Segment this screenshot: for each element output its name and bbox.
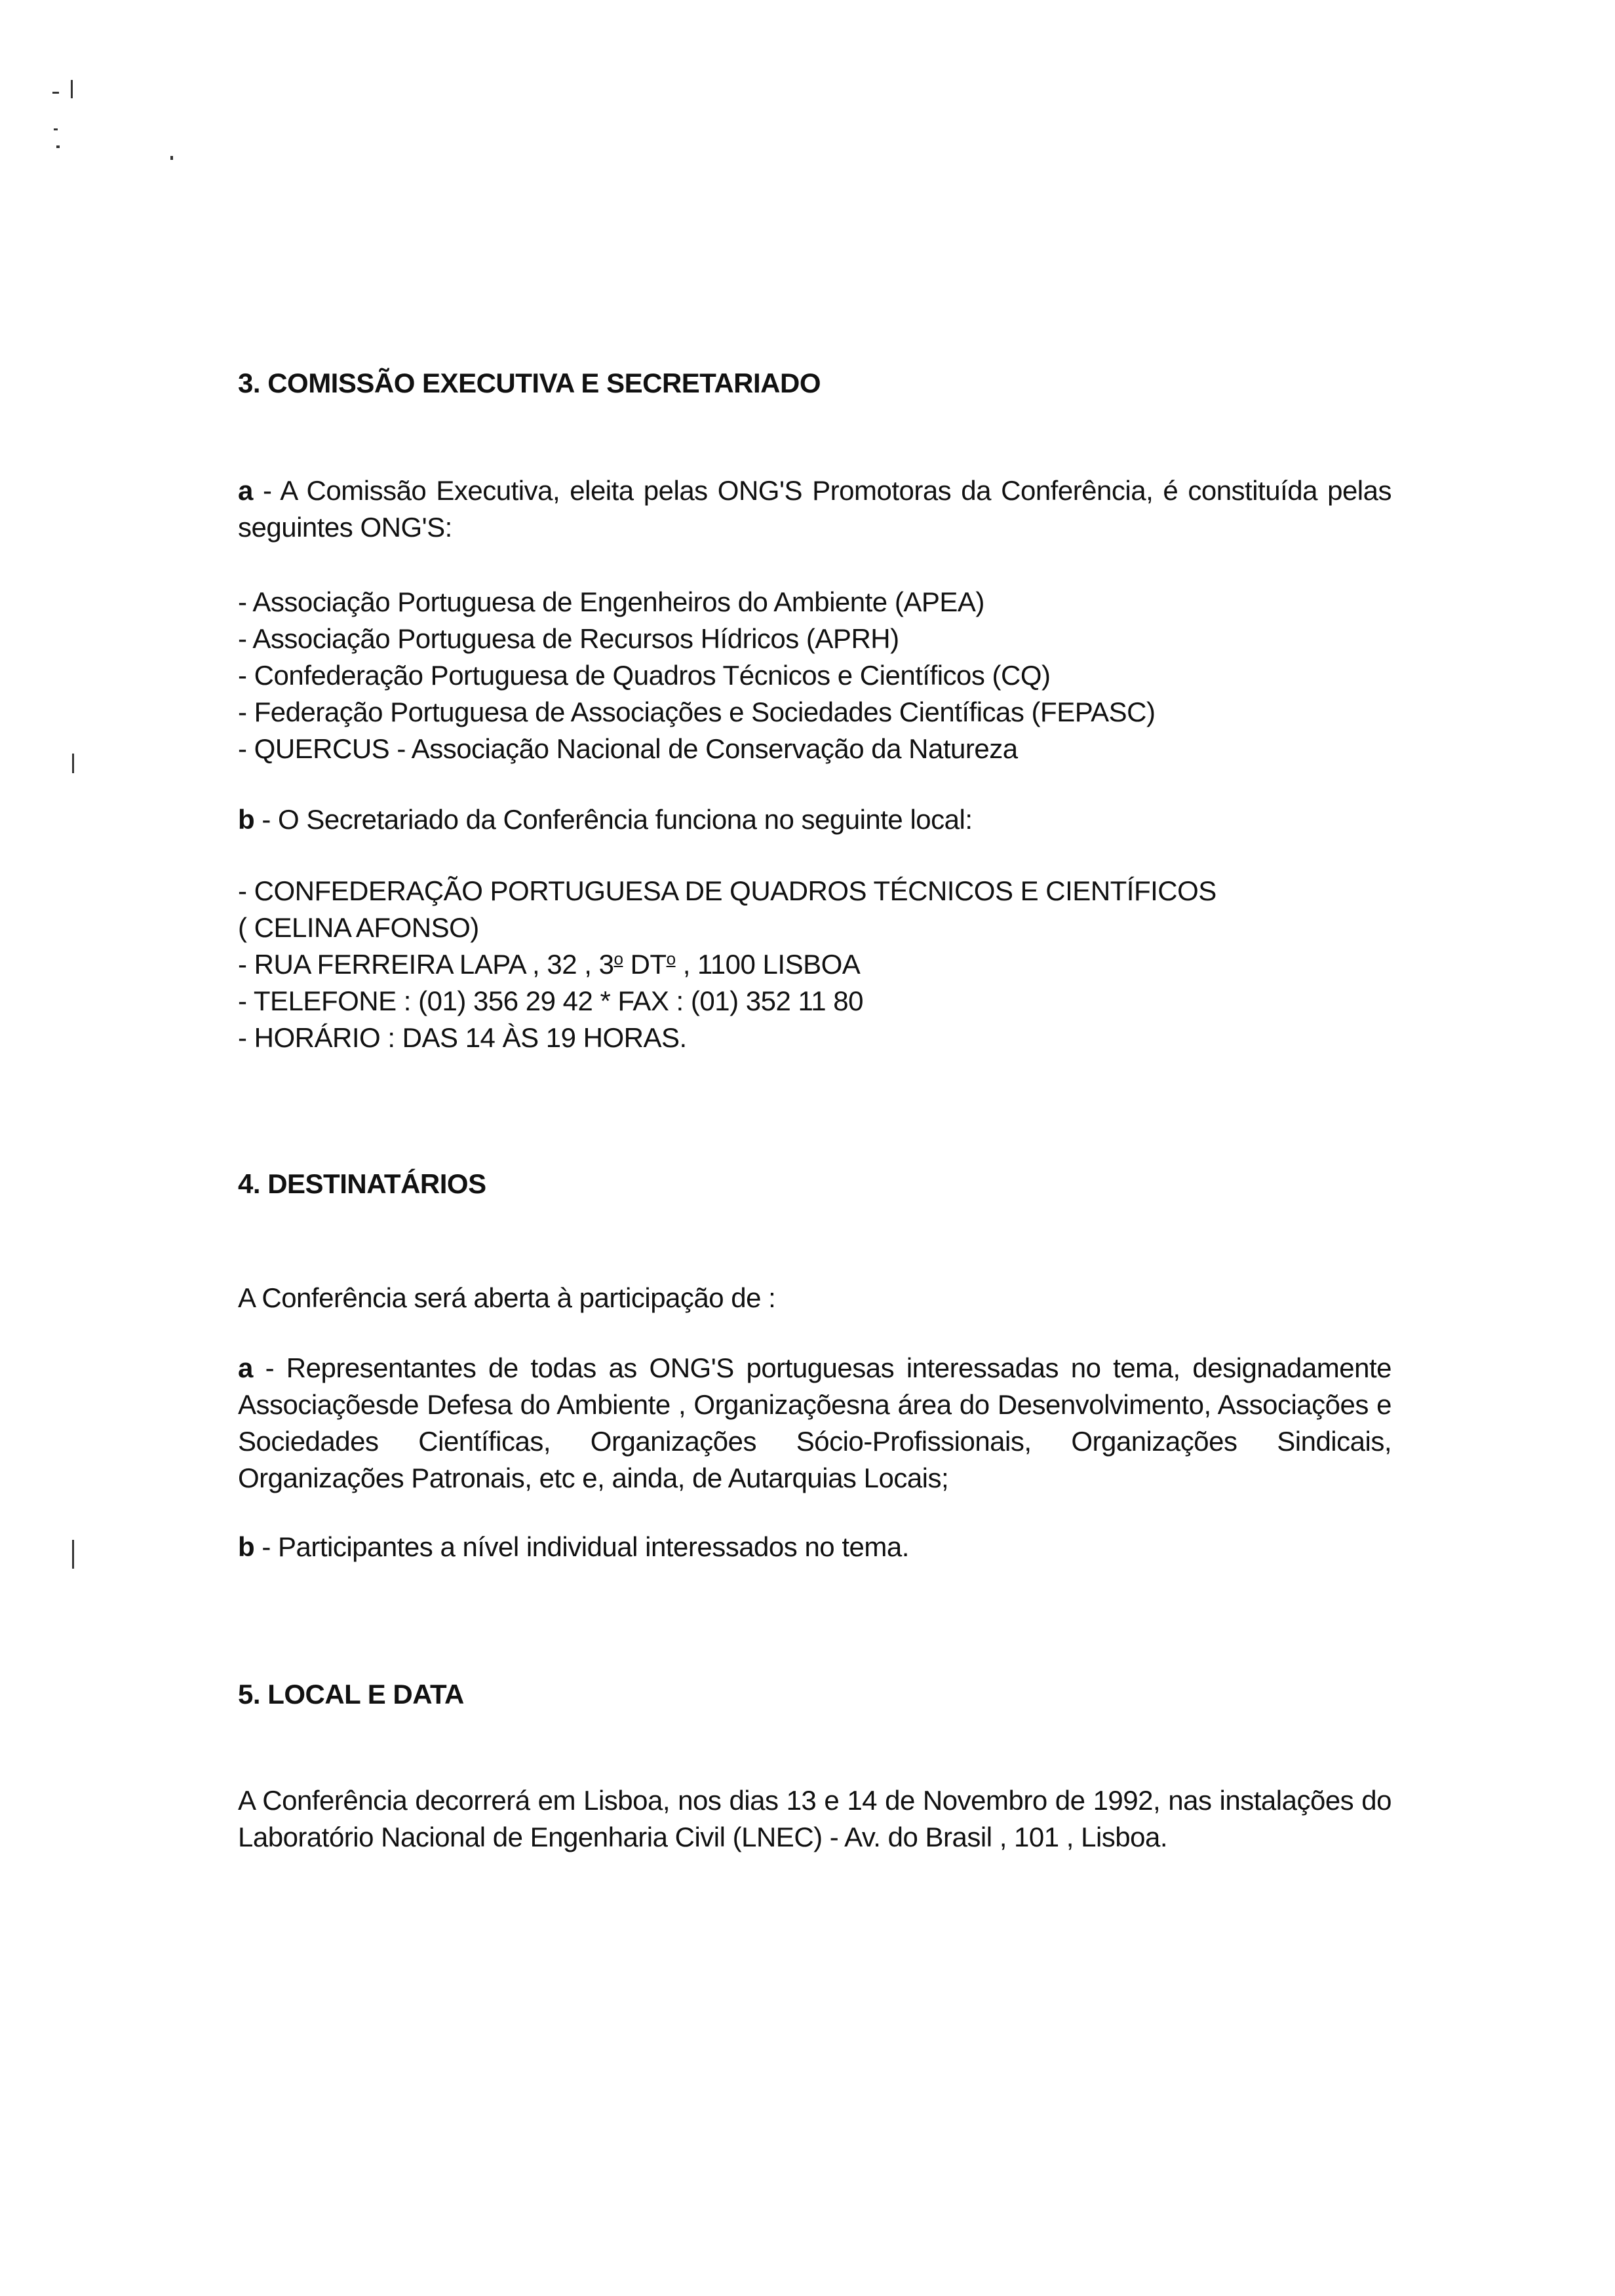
section-3-heading: 3. COMISSÃO EXECUTIVA E SECRETARIADO	[238, 368, 821, 398]
secretariat-address: - RUA FERREIRA LAPA , 32 , 3$^o$ $DT^o$ , 1100 LISBOA	[238, 949, 861, 980]
paragraph-text: - A Comissão Executiva, eleita pelas ONG'S Promotoras da Conferência, é constituída pelas seguintes ONG'S:	[238, 475, 1391, 543]
secretariat-phone: - TELEFONE : (01) 356 29 42 * FAX : (01) 352 11 80	[238, 985, 863, 1016]
ngo-list-item: - Associação Portuguesa de Recursos Hídricos (APRH)	[238, 623, 899, 654]
item-marker-a: a	[238, 475, 253, 506]
secretariat-details	[238, 873, 1391, 1056]
scan-speck	[72, 1540, 74, 1569]
secretariat-contact: ( CELINA AFONSO)	[238, 912, 479, 943]
ngo-list-item: - Associação Portuguesa de Engenheiros do Ambiente (APEA)	[238, 586, 984, 617]
section-3-paragraph-b	[238, 801, 1391, 838]
scan-speck	[56, 145, 60, 148]
ngo-list	[238, 584, 1391, 767]
section-4-intro: A Conferência será aberta à participação de :	[238, 1282, 776, 1313]
section-5-heading: 5. LOCAL E DATA	[238, 1679, 464, 1710]
scan-speck	[71, 80, 73, 98]
section-5-paragraph: A Conferência decorrerá em Lisboa, nos dias 13 e 14 de Novembro de 1992, nas instalações do Laboratório Nacional de Engenharia Civil (LNEC) - Av. do Brasil , 101 , Lisboa.	[238, 1785, 1391, 1852]
item-marker-a: a	[238, 1352, 253, 1383]
section-4-heading: 4. DESTINATÁRIOS	[238, 1168, 486, 1199]
scan-speck	[170, 156, 173, 160]
scan-speck	[72, 754, 74, 773]
scan-speck	[54, 128, 58, 130]
secretariat-hours: - HORÁRIO : DAS 14 ÀS 19 HORAS.	[238, 1022, 687, 1053]
ngo-list-item: - Federação Portuguesa de Associações e Sociedades Científicas (FEPASC)	[238, 697, 1156, 727]
section-4-paragraph-a	[238, 1350, 1391, 1497]
item-marker-b: b	[238, 804, 255, 835]
scan-speck	[52, 92, 59, 94]
paragraph-text: - Representantes de todas as ONG'S portuguesas interessadas no tema, designadamente Associaçõesde Defesa do Ambiente , Organizaçõesna área do Desenvolvimento, Associações e Sociedades Científicas, Organizações Sócio-Profissionais, Organizações Sindicais, Organizações Patronais, etc e, ainda, de Autarquias Locais;	[238, 1352, 1391, 1493]
ngo-list-item: - QUERCUS - Associação Nacional de Conservação da Natureza	[238, 733, 1018, 764]
item-marker-b: b	[238, 1531, 255, 1562]
section-4-paragraph-b	[238, 1529, 1391, 1565]
ngo-list-item: - Confederação Portuguesa de Quadros Técnicos e Científicos (CQ)	[238, 660, 1051, 691]
secretariat-org: - CONFEDERAÇÃO PORTUGUESA DE QUADROS TÉCNICOS E CIENTÍFICOS	[238, 875, 1216, 906]
section-3-paragraph-a	[238, 472, 1391, 546]
paragraph-text: - O Secretariado da Conferência funciona no seguinte local:	[254, 804, 973, 835]
paragraph-text: - Participantes a nível individual interessados no tema.	[254, 1531, 909, 1562]
